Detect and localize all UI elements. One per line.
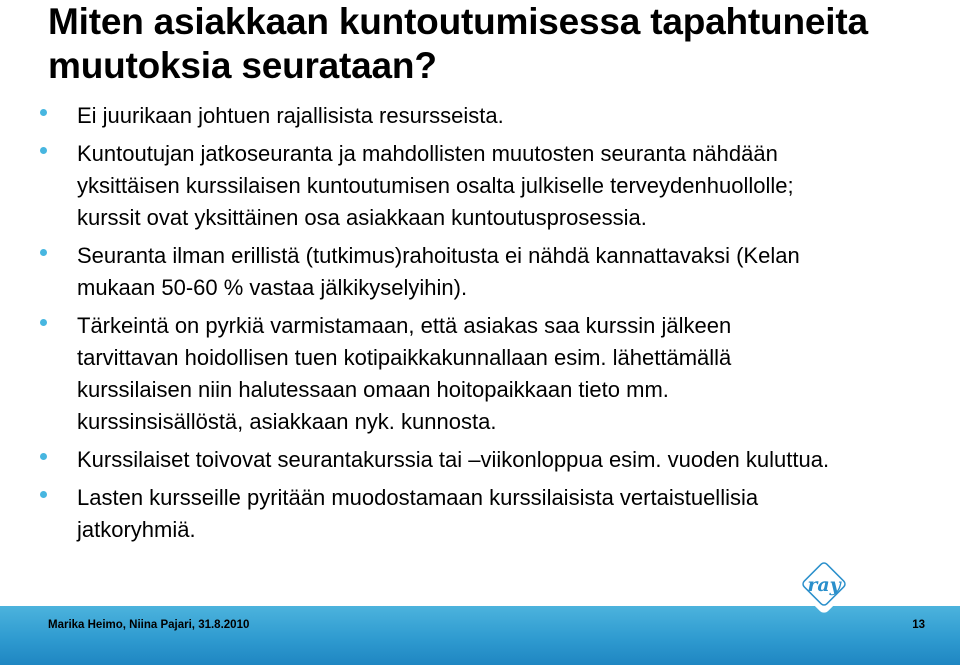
bullet-line: Seuranta ilman erillistä (tutkimus)rahoitusta ei nähdä kannattavaksi (Kelan (77, 243, 800, 268)
bullet-item (40, 444, 920, 476)
bullet-line: yksittäisen kurssilaisen kuntoutumisen osalta julkiselle terveydenhuollolle; (77, 173, 794, 198)
bullet-line: kurssit ovat yksittäinen osa asiakkaan kuntoutusprosessia. (77, 205, 647, 230)
bullet-text (77, 100, 920, 132)
bullet-text (77, 310, 920, 438)
bullet-line: kurssinsisällöstä, asiakkaan nyk. kunnosta. (77, 409, 497, 434)
ray-logo (788, 548, 860, 620)
title-line: Miten asiakkaan kuntoutumisessa tapahtuneita (48, 1, 868, 42)
bullet-line: Kuntoutujan jatkoseuranta ja mahdollisten muutosten seuranta nähdään (77, 141, 778, 166)
bullet-dot-icon (40, 453, 47, 460)
bullet-line: Kurssilaiset toivovat seurantakurssia tai –viikonloppua esim. vuoden kuluttua. (77, 447, 830, 472)
bullet-item (40, 310, 920, 438)
page-number: 13 (912, 619, 925, 631)
bullet-item (40, 482, 920, 546)
bullet-line: jatkoryhmiä. (77, 517, 196, 542)
footer-authors-date: Marika Heimo, Niina Pajari, 31.8.2010 (48, 619, 250, 631)
bullet-item (40, 138, 920, 234)
bullet-line: Tärkeintä on pyrkiä varmistamaan, että asiakas saa kurssin jälkeen (77, 313, 732, 338)
slide-title (48, 0, 948, 88)
bullet-list (40, 100, 920, 552)
bullet-line: tarvittavan hoidollisen tuen kotipaikkakunnallaan esim. lähettämällä (77, 345, 732, 370)
bullet-text (77, 482, 920, 546)
bullet-line: kurssilaisen niin halutessaan omaan hoitopaikkaan tieto mm. (77, 377, 669, 402)
bullet-item (40, 100, 920, 132)
bullet-item (40, 240, 920, 304)
bullet-dot-icon (40, 147, 47, 154)
title-line: muutoksia seurataan? (48, 45, 437, 86)
bullet-dot-icon (40, 109, 47, 116)
bullet-line: Ei juurikaan johtuen rajallisista resursseista. (77, 103, 504, 128)
bullet-dot-icon (40, 249, 47, 256)
bullet-line: mukaan 50-60 % vastaa jälkikyselyihin). (77, 275, 468, 300)
bullet-text (77, 240, 920, 304)
bullet-line: Lasten kursseille pyritään muodostamaan kurssilaisista vertaistuellisia (77, 485, 759, 510)
bullet-dot-icon (40, 319, 47, 326)
bullet-text (77, 444, 920, 476)
bullet-text (77, 138, 920, 234)
bullet-dot-icon (40, 491, 47, 498)
logo-text: ray (807, 574, 841, 596)
